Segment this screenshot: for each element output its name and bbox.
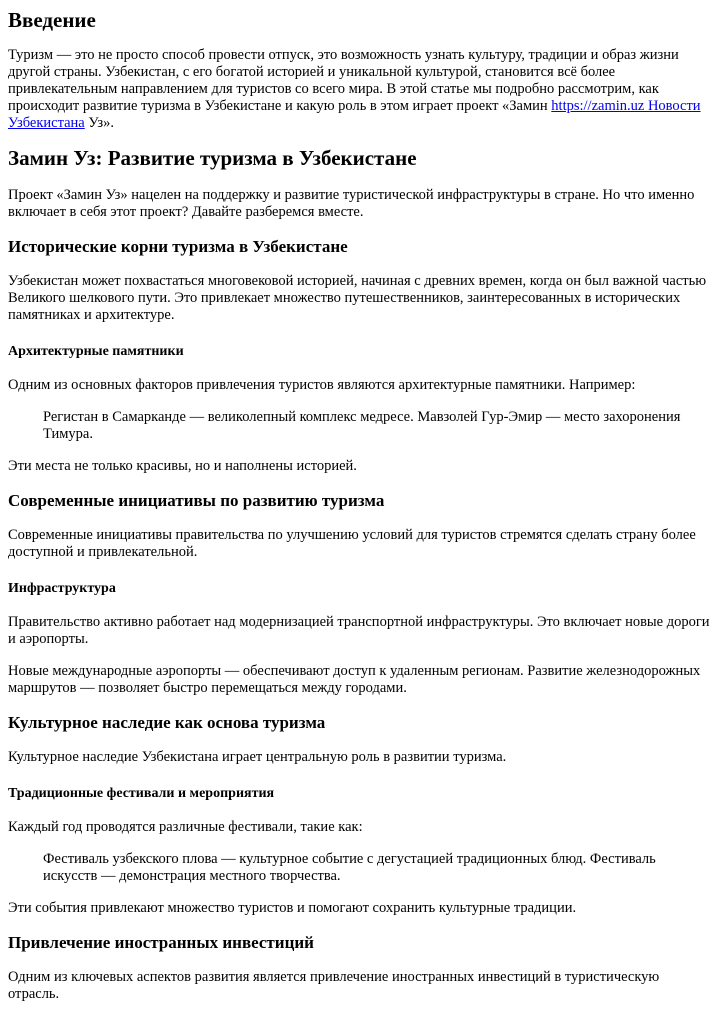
article (0, 8, 720, 1003)
zamin-link[interactable]: https://zamin.uz Новости Узбекистана (8, 98, 701, 131)
infrastructure-text-2: Новые международные аэропорты — обеспечивают доступ к удаленным регионам. Развитие железнодорожных маршрутов — позволяет быстро перемещаться между городами. (8, 663, 701, 696)
festivals-quote: Фестиваль узбекского плова — культурное событие с дегустацией традиционных блюд. Фестиваль искусств — демонстрация местного творчества. (43, 851, 656, 884)
monuments-heading: Архитектурные памятники (8, 344, 184, 359)
culture-heading: Культурное наследие как основа туризма (8, 713, 326, 732)
festivals-text: Каждый год проводятся различные фестивали, такие как: (8, 819, 363, 835)
modern-text: Современные инициативы правительства по улучшению условий для туристов стремятся сделать страну более доступной и привлекательной. (8, 527, 696, 560)
history-heading: Исторические корни туризма в Узбекистане (8, 237, 348, 256)
main-heading: Замин Уз: Развитие туризма в Узбекистане (8, 146, 417, 170)
intro-paragraph (8, 47, 712, 132)
festivals-heading: Традиционные фестивали и мероприятия (8, 786, 275, 801)
culture-text: Культурное наследие Узбекистана играет центральную роль в развитии туризма. (8, 749, 507, 765)
intro-text: Туризм — это не просто способ провести отпуск, это возможность узнать культуру, традиции и образ жизни другой страны. Узбекистан, с его богатой историей и уникальной культурой, становится всё более привлекательным направлением для туристов со всего мира. В этой статье мы подробно рассмотрим, как происходит развитие туризма в Узбекистане и какую роль в этом играет проект «Замин (8, 47, 679, 114)
intro-heading: Введение (8, 8, 96, 32)
infrastructure-text-1: Правительство активно работает над модернизацией транспортной инфраструктуры. Это включает новые дороги и аэропорты. (8, 614, 710, 647)
monuments-quote: Регистан в Самарканде — великолепный комплекс медресе. Мавзолей Гур-Эмир — место захоронения Тимура. (43, 409, 681, 442)
monuments-after: Эти места не только красивы, но и наполнены историей. (8, 458, 357, 474)
main-intro: Проект «Замин Уз» нацелен на поддержку и развитие туристической инфраструктуры в стране. Но что именно включает в себя этот проект? Давайте разберемся вместе. (8, 187, 695, 220)
monuments-text: Одним из основных факторов привлечения туристов являются архитектурные памятники. Например: (8, 377, 636, 393)
infrastructure-heading: Инфраструктура (8, 581, 116, 596)
investment-text: Одним из ключевых аспектов развития является привлечение иностранных инвестиций в туристическую отрасль. (8, 969, 660, 1002)
modern-heading: Современные инициативы по развитию туризма (8, 491, 385, 510)
festivals-after: Эти события привлекают множество туристов и помогают сохранить культурные традиции. (8, 900, 577, 916)
investment-heading: Привлечение иностранных инвестиций (8, 933, 314, 952)
intro-text-end: Уз». (84, 115, 114, 131)
history-text: Узбекистан может похвастаться многовековой историей, начиная с древних времен, когда он был важной частью Великого шелкового пути. Это привлекает множество путешественников, заинтересованных в исторических памятниках и архитектуре. (8, 273, 707, 323)
